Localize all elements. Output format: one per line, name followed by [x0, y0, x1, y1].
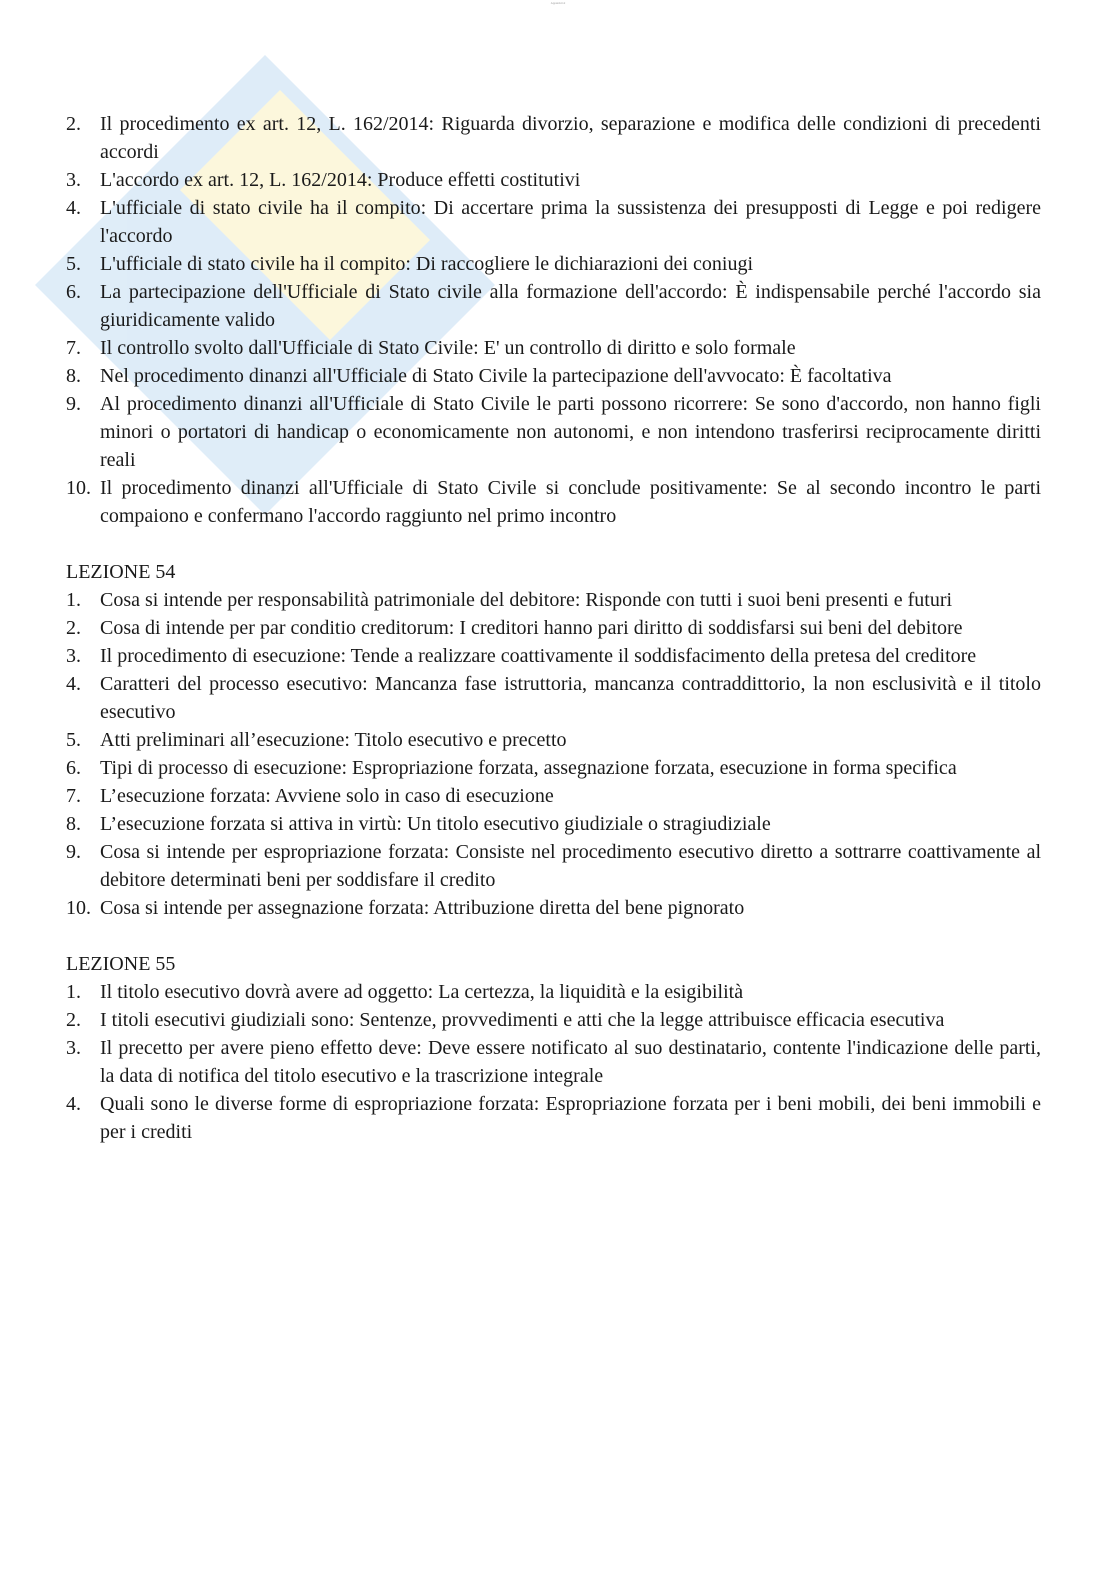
list-item: 9. Cosa si intende per espropriazione forzata: Consiste nel procedimento esecutivo diretto a sottrarre coattivamente al debitore determinati beni per soddisfare il credito	[66, 841, 1041, 891]
list-item: 10. Cosa si intende per assegnazione forzata: Attribuzione diretta del bene pignorato	[66, 897, 745, 919]
list-item: 4. Quali sono le diverse forme di espropriazione forzata: Espropriazione forzata per i beni mobili, dei beni immobili e per i crediti	[66, 1093, 1041, 1143]
list-item: 5. L'ufficiale di stato civile ha il compito: Di raccogliere le dichiarazioni dei coniugi	[66, 253, 753, 275]
list-item: 7. L’esecuzione forzata: Avviene solo in caso di esecuzione	[66, 785, 554, 807]
list-item: 9. Al procedimento dinanzi all'Ufficiale di Stato Civile le parti possono ricorrere: Se sono d'accordo, non hanno figli minori o portatori di handicap o economicamente non autonomi, e non intendono trasferirsi reciprocamente diritti reali	[66, 393, 1041, 471]
list-item: 4. Caratteri del processo esecutivo: Mancanza fase istruttoria, mancanza contraddittorio, la non esclusività e il titolo esecutivo	[66, 673, 1041, 723]
list-lezione-55	[66, 978, 1041, 1146]
list-item: 10. Il procedimento dinanzi all'Ufficiale di Stato Civile si conclude positivamente: Se al secondo incontro le parti compaiono e confermano l'accordo raggiunto nel primo incontro	[66, 477, 1041, 527]
list-item: 3. Il procedimento di esecuzione: Tende a realizzare coattivamente il soddisfacimento della pretesa del creditore	[66, 645, 977, 667]
list-section-continuation	[66, 110, 1041, 530]
section-title-lezione-55: LEZIONE 55	[66, 953, 176, 975]
list-item: 3. L'accordo ex art. 12, L. 162/2014: Produce effetti costitutivi	[66, 169, 581, 191]
list-item: 1. Il titolo esecutivo dovrà avere ad oggetto: La certezza, la liquidità e la esigibilità	[66, 981, 744, 1003]
list-item: 6. La partecipazione dell'Ufficiale di Stato civile alla formazione dell'accordo: È indispensabile perché l'accordo sia giuridicamente valido	[66, 281, 1041, 331]
header-mark: Appunti.it.it	[550, 1, 566, 5]
list-item: 6. Tipi di processo di esecuzione: Espropriazione forzata, assegnazione forzata, esecuzione in forma specifica	[66, 757, 957, 779]
list-item: 7. Il controllo svolto dall'Ufficiale di Stato Civile: E' un controllo di diritto e solo formale	[66, 337, 796, 359]
list-item: 1. Cosa si intende per responsabilità patrimoniale del debitore: Risponde con tutti i suoi beni presenti e futuri	[66, 589, 953, 611]
list-item: 8. L’esecuzione forzata si attiva in virtù: Un titolo esecutivo giudiziale o stragiudiziale	[66, 813, 771, 835]
document-page	[66, 110, 1041, 1146]
list-lezione-54	[66, 586, 1041, 922]
list-item: 2. Il procedimento ex art. 12, L. 162/2014: Riguarda divorzio, separazione e modifica delle condizioni di precedenti accordi	[66, 113, 1041, 163]
list-item: 8. Nel procedimento dinanzi all'Ufficiale di Stato Civile la partecipazione dell'avvocato: È facoltativa	[66, 365, 892, 387]
list-item: 5. Atti preliminari all’esecuzione: Titolo esecutivo e precetto	[66, 729, 567, 751]
list-item: 3. Il precetto per avere pieno effetto deve: Deve essere notificato al suo destinatario, contente l'indicazione delle parti, la data di notifica del titolo esecutivo e la trascrizione integrale	[66, 1037, 1041, 1087]
section-title-lezione-54: LEZIONE 54	[66, 561, 176, 583]
list-item: 2. Cosa di intende per par conditio creditorum: I creditori hanno pari diritto di soddisfarsi sui beni del debitore	[66, 617, 963, 639]
list-item: 2. I titoli esecutivi giudiziali sono: Sentenze, provvedimenti e atti che la legge attribuisce efficacia esecutiva	[66, 1009, 945, 1031]
list-item: 4. L'ufficiale di stato civile ha il compito: Di accertare prima la sussistenza dei presupposti di Legge e poi redigere l'accordo	[66, 197, 1041, 247]
